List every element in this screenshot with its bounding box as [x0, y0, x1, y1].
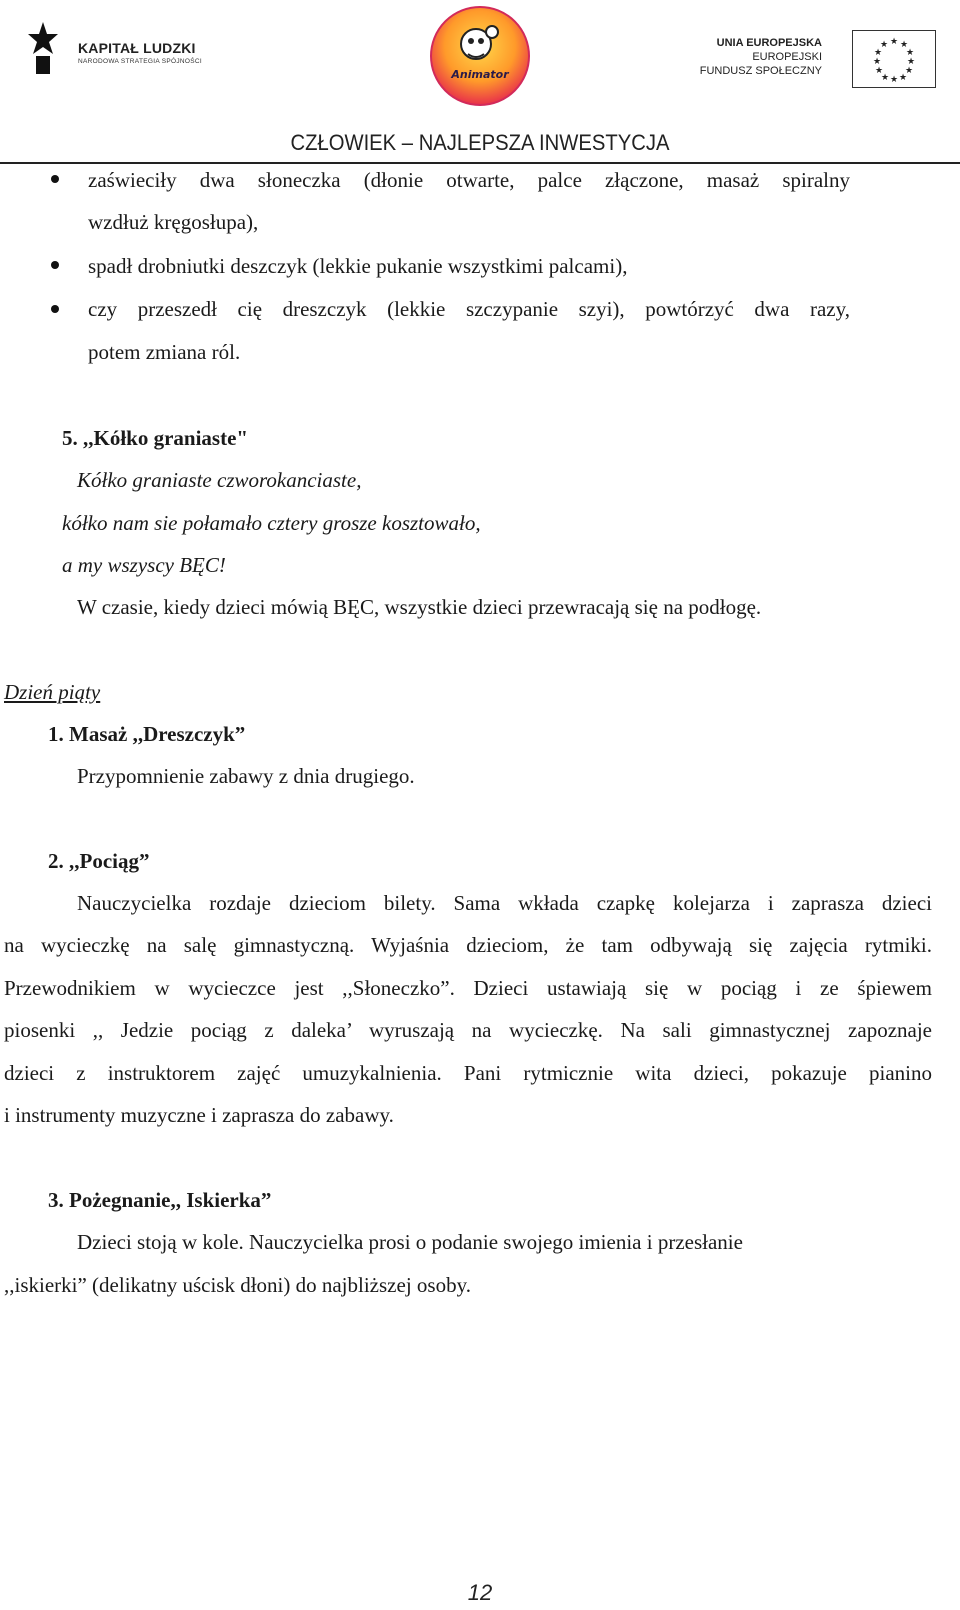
item-2-line-4: piosenki ,, Jedzie pociąg z daleka’ wyruszają na wycieczkę. Na sali gimnastycznej zapoznaje: [4, 1018, 932, 1042]
item-2-line-5: dzieci z instruktorem zajęć umuzykalnienia. Pani rytmicznie wita dzieci, pokazuje pianino: [4, 1061, 932, 1085]
bullet-1-line-1: zaświeciły dwa słoneczka (dłonie otwarte, palce złączone, masaż spiralny: [88, 168, 850, 192]
bullet-dot: [51, 175, 59, 183]
eu-line-1: UNIA EUROPEJSKA: [716, 37, 822, 49]
item-3-line-2: ,,iskierki” (delikatny uścisk dłoni) do najbliższej osoby.: [4, 1273, 471, 1297]
poem-line-3: a my wszyscy BĘC!: [62, 553, 226, 577]
bullet-1-line-2: wzdłuż kręgosłupa),: [88, 210, 259, 234]
svg-text:★: ★: [899, 40, 909, 50]
kapital-ludzki-logo: [28, 20, 218, 80]
bullet-3-line-2: potem zmiana ról.: [88, 340, 241, 364]
svg-text:★: ★: [874, 66, 884, 76]
item-2-line-1: Nauczycielka rozdaje dzieciom bilety. Sama wkłada czapkę kolejarza i zaprasza dzieci: [77, 891, 932, 915]
section-5-note: W czasie, kiedy dzieci mówią BĘC, wszystkie dzieci przewracają się na podłogę.: [77, 595, 762, 619]
svg-text:★: ★: [906, 57, 916, 67]
kapital-ludzki-subtitle: NARODOWA STRATEGIA SPÓJNOŚCI: [78, 58, 202, 65]
kapital-ludzki-title: KAPITAŁ LUDZKI: [78, 40, 196, 56]
eu-line-2: EUROPEJSKI: [752, 51, 822, 63]
svg-text:★: ★: [905, 48, 915, 58]
svg-text:★: ★: [873, 48, 883, 58]
bullet-dot: [51, 261, 59, 269]
header-divider: [0, 162, 960, 164]
item-2-title: 2. ,,Pociąg”: [48, 849, 150, 873]
header-tagline: CZŁOWIEK – NAJLEPSZA INWESTYCJA: [290, 130, 670, 155]
eu-line-3: FUNDUSZ SPOŁECZNY: [699, 65, 822, 77]
item-2-line-6: i instrumenty muzyczne i zaprasza do zabawy.: [4, 1103, 394, 1127]
poem-line-2: kółko nam sie połamało cztery grosze kosztowało,: [62, 511, 481, 535]
bullet-2-line-1: spadł drobniutki deszczyk (lekkie pukanie wszystkimi palcami),: [88, 254, 628, 278]
animator-mascot-icon: [428, 4, 532, 108]
eu-flag-icon: [852, 30, 936, 88]
svg-text:★: ★: [872, 57, 882, 67]
section-5-title: 5. ,,Kółko graniaste": [62, 426, 249, 450]
svg-text:★: ★: [889, 75, 899, 85]
page-header: [0, 0, 960, 165]
svg-text:★: ★: [880, 73, 890, 83]
bullet-dot: [51, 305, 59, 313]
page-number: 12: [467, 1580, 493, 1605]
svg-text:★: ★: [879, 40, 889, 50]
poem-line-1: Kółko graniaste czworokanciaste,: [77, 468, 362, 492]
item-1-title: 1. Masaż ,,Dreszczyk”: [48, 722, 246, 746]
svg-text:★: ★: [898, 73, 908, 83]
item-2-line-2: na wycieczkę na salę gimnastyczną. Wyjaśnia dzieciom, że tam odbywają się zajęcia rytmiki.: [4, 933, 932, 957]
eu-fund-label: [700, 36, 822, 78]
day-five-heading: Dzień piąty: [4, 680, 101, 704]
svg-text:★: ★: [904, 66, 914, 76]
animator-logo-text: Animator: [451, 68, 509, 81]
svg-text:★: ★: [889, 37, 899, 47]
bullet-3-line-1: czy przeszedł cię dreszczyk (lekkie szczypanie szyi), powtórzyć dwa razy,: [88, 297, 850, 321]
item-2-line-3: Przewodnikiem w wycieczce jest ,,Słoneczko”. Dzieci ustawiają się w pociąg i ze śpiewem: [4, 976, 932, 1000]
item-3-line-1: Dzieci stoją w kole. Nauczycielka prosi o podanie swojego imienia i przesłanie: [77, 1230, 743, 1254]
item-3-title: 3. Pożegnanie,, Iskierka”: [48, 1188, 272, 1212]
animator-logo: [428, 4, 532, 108]
star-figure-icon: [28, 20, 58, 76]
item-1-text: Przypomnienie zabawy z dnia drugiego.: [77, 764, 415, 788]
